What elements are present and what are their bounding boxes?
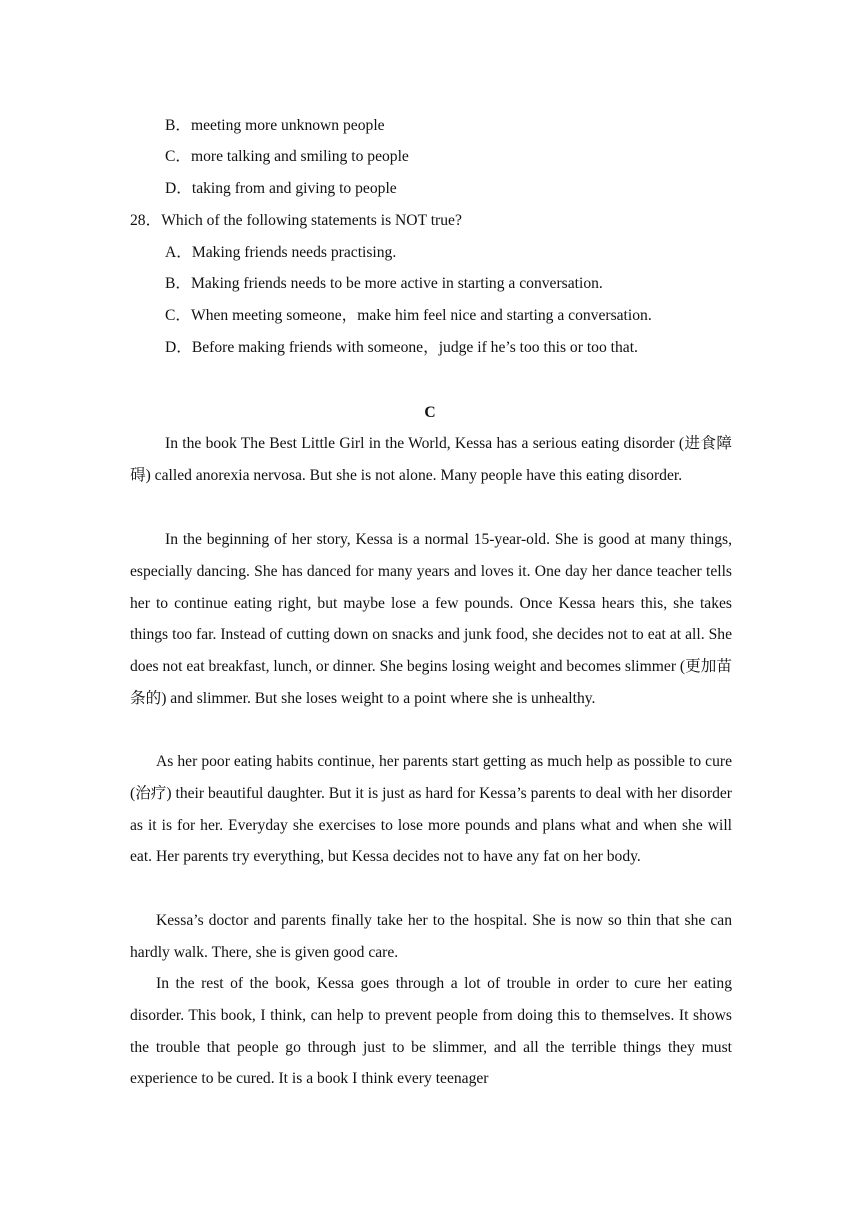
q28-option-b: B．Making friends needs to be more active in starting a conversation. [165,275,603,292]
section-title: C [424,404,436,421]
q28-option-a: A．Making friends needs practising. [165,244,397,261]
passage-paragraph-5: In the rest of the book, Kessa goes through a lot of trouble in order to cure her eating disorder. This book, I think, can help to prevent people from doing this to themselves. It shows the trouble that people go through just to be slimmer, and all the terrible things they must experience to be cured. It is a book I think every teenager [130,975,732,1088]
q28-option-d: D．Before making friends with someone，judge if he’s too this or too that. [165,339,638,356]
passage-paragraph-4: Kessa’s doctor and parents finally take her to the hospital. She is now so thin that she can hardly walk. There, she is given good care. [130,912,732,961]
q27-option-d: D．taking from and giving to people [165,180,397,197]
passage-paragraph-3: As her poor eating habits continue, her parents start getting as much help as possible to cure (治疗) their beautiful daughter. But it is just as hard for Kessa’s parents to deal with her disorder as it is for her. Everyday she exercises to lose more pounds and plans what and when she will eat. Her parents try everything, but Kessa decides not to have any fat on her body. [130,753,732,866]
passage-paragraph-1: In the book The Best Little Girl in the World, Kessa has a serious eating disorder (进食障碍) called anorexia nervosa. But she is not alone. Many people have this eating disorder. [130,435,732,484]
q27-option-b: B．meeting more unknown people [165,117,385,134]
passage-paragraph-2: In the beginning of her story, Kessa is a normal 15-year-old. She is good at many things, especially dancing. She has danced for many years and loves it. One day her dance teacher tells her to continue eating right, but maybe lose a few pounds. Once Kessa hears this, she takes things too far. Instead of cutting down on snacks and junk food, she decides not to eat at all. She does not eat breakfast, lunch, or dinner. She begins losing weight and becomes slimmer (更加苗条的) and slimmer. But she loses weight to a point where she is unhealthy. [130,531,732,707]
q28-stem: 28．Which of the following statements is NOT true? [130,212,462,229]
q28-option-c: C．When meeting someone，make him feel nice and starting a conversation. [165,307,652,324]
q27-option-c: C．more talking and smiling to people [165,148,409,165]
